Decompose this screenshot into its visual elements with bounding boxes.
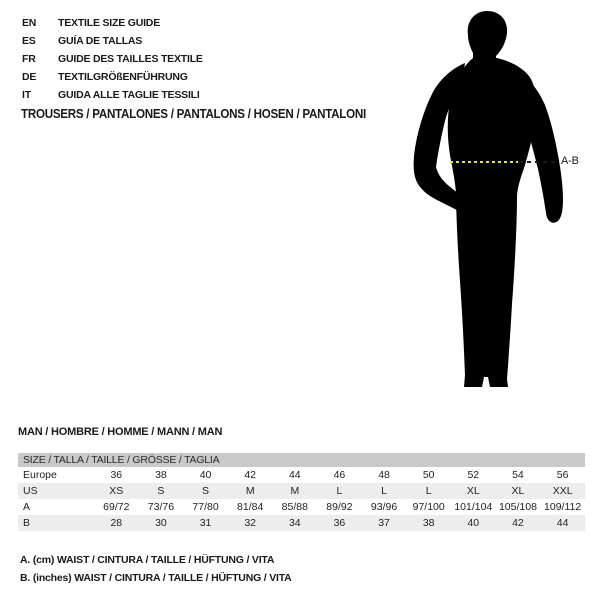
size-cell: 38 <box>422 517 435 529</box>
size-cell: 81/84 <box>237 501 264 513</box>
size-cell: 32 <box>244 517 257 529</box>
size-cell: 31 <box>199 517 212 529</box>
size-cell: S <box>157 485 165 497</box>
language-code: ES <box>22 35 36 47</box>
man-silhouette <box>405 8 570 392</box>
size-cell: S <box>202 485 210 497</box>
size-cell: 101/104 <box>454 501 493 513</box>
size-cell: 85/88 <box>281 501 308 513</box>
size-cell: 40 <box>199 469 212 481</box>
size-table-grid <box>18 467 585 531</box>
language-row <box>22 32 203 50</box>
size-cell: 36 <box>110 469 123 481</box>
size-cell: 105/108 <box>498 501 537 513</box>
size-cell: 30 <box>155 517 167 529</box>
size-cell: 52 <box>467 469 480 481</box>
table-row <box>18 467 585 483</box>
row-label: A <box>23 501 31 513</box>
language-label: TEXTILE SIZE GUIDE <box>58 17 160 29</box>
size-cell: 42 <box>244 469 257 481</box>
size-cell: 54 <box>512 469 524 481</box>
size-cell: 36 <box>333 517 346 529</box>
size-cell: 50 <box>422 469 435 481</box>
size-cell: 56 <box>556 469 569 481</box>
size-cell: 77/80 <box>192 501 219 513</box>
language-row <box>22 86 203 104</box>
waist-measure-dash-on-body <box>450 161 518 163</box>
size-cell: 40 <box>467 517 480 529</box>
size-cell: 48 <box>378 469 390 481</box>
size-cell: 93/96 <box>370 501 398 513</box>
size-cell: 28 <box>110 517 123 529</box>
language-code: FR <box>22 53 36 65</box>
language-label: TEXTILGRÖßENFÜHRUNG <box>58 71 188 83</box>
language-row <box>22 14 203 32</box>
size-cell: 44 <box>288 469 301 481</box>
size-cell: 97/100 <box>412 501 445 513</box>
size-cell: 34 <box>288 517 301 529</box>
size-cell: L <box>381 485 387 497</box>
size-cell: XXL <box>552 485 573 497</box>
size-table-header: SIZE / TALLA / TAILLE / GRÖSSE / TAGLIA <box>18 453 585 467</box>
section-heading-man: MAN / HOMBRE / HOMME / MANN / MAN <box>18 426 223 438</box>
language-row <box>22 68 203 86</box>
size-cell: 69/72 <box>103 501 130 513</box>
measure-label-ab: A-B <box>561 155 579 167</box>
language-code: EN <box>22 17 37 29</box>
product-heading: TROUSERS / PANTALONES / PANTALONS / HOSEN / PANTALONI <box>21 107 366 121</box>
language-list <box>22 14 203 104</box>
size-cell: M <box>245 485 255 497</box>
row-label: Europe <box>23 469 57 481</box>
table-row <box>18 483 585 499</box>
man-silhouette-svg <box>405 8 570 392</box>
size-cell: 37 <box>378 517 390 529</box>
size-cell: 73/76 <box>147 501 175 513</box>
size-table-body <box>18 467 585 531</box>
size-cell: L <box>336 485 343 497</box>
note-line: B. (inches) WAIST / CINTURA / TAILLE / HÜFTUNG / VITA <box>20 572 292 584</box>
size-cell: 42 <box>512 517 524 529</box>
language-label: GUIDA ALLE TAGLIE TESSILI <box>58 89 200 101</box>
language-label: GUÍA DE TALLAS <box>58 35 143 47</box>
notes <box>20 551 292 587</box>
language-code: IT <box>22 89 31 101</box>
table-row <box>18 515 585 531</box>
size-cell: L <box>425 485 432 497</box>
language-label: GUIDE DES TAILLES TEXTILE <box>58 53 203 65</box>
size-cell: 89/92 <box>326 501 353 513</box>
row-label: US <box>23 485 38 497</box>
waist-measure-dash-off-body <box>519 161 557 163</box>
size-cell: 44 <box>556 517 569 529</box>
size-cell: 46 <box>333 469 346 481</box>
size-cell: XL <box>511 485 525 497</box>
size-table <box>18 453 585 531</box>
note-line: A. (cm) WAIST / CINTURA / TAILLE / HÜFTUNG / VITA <box>20 554 275 566</box>
row-label: B <box>23 517 31 529</box>
language-row <box>22 50 203 68</box>
size-cell: M <box>290 485 300 497</box>
table-row <box>18 499 585 515</box>
size-cell: XS <box>109 485 124 497</box>
language-code: DE <box>22 71 37 83</box>
size-cell: 38 <box>155 469 167 481</box>
size-cell: XL <box>466 485 480 497</box>
size-cell: 109/112 <box>544 501 582 513</box>
